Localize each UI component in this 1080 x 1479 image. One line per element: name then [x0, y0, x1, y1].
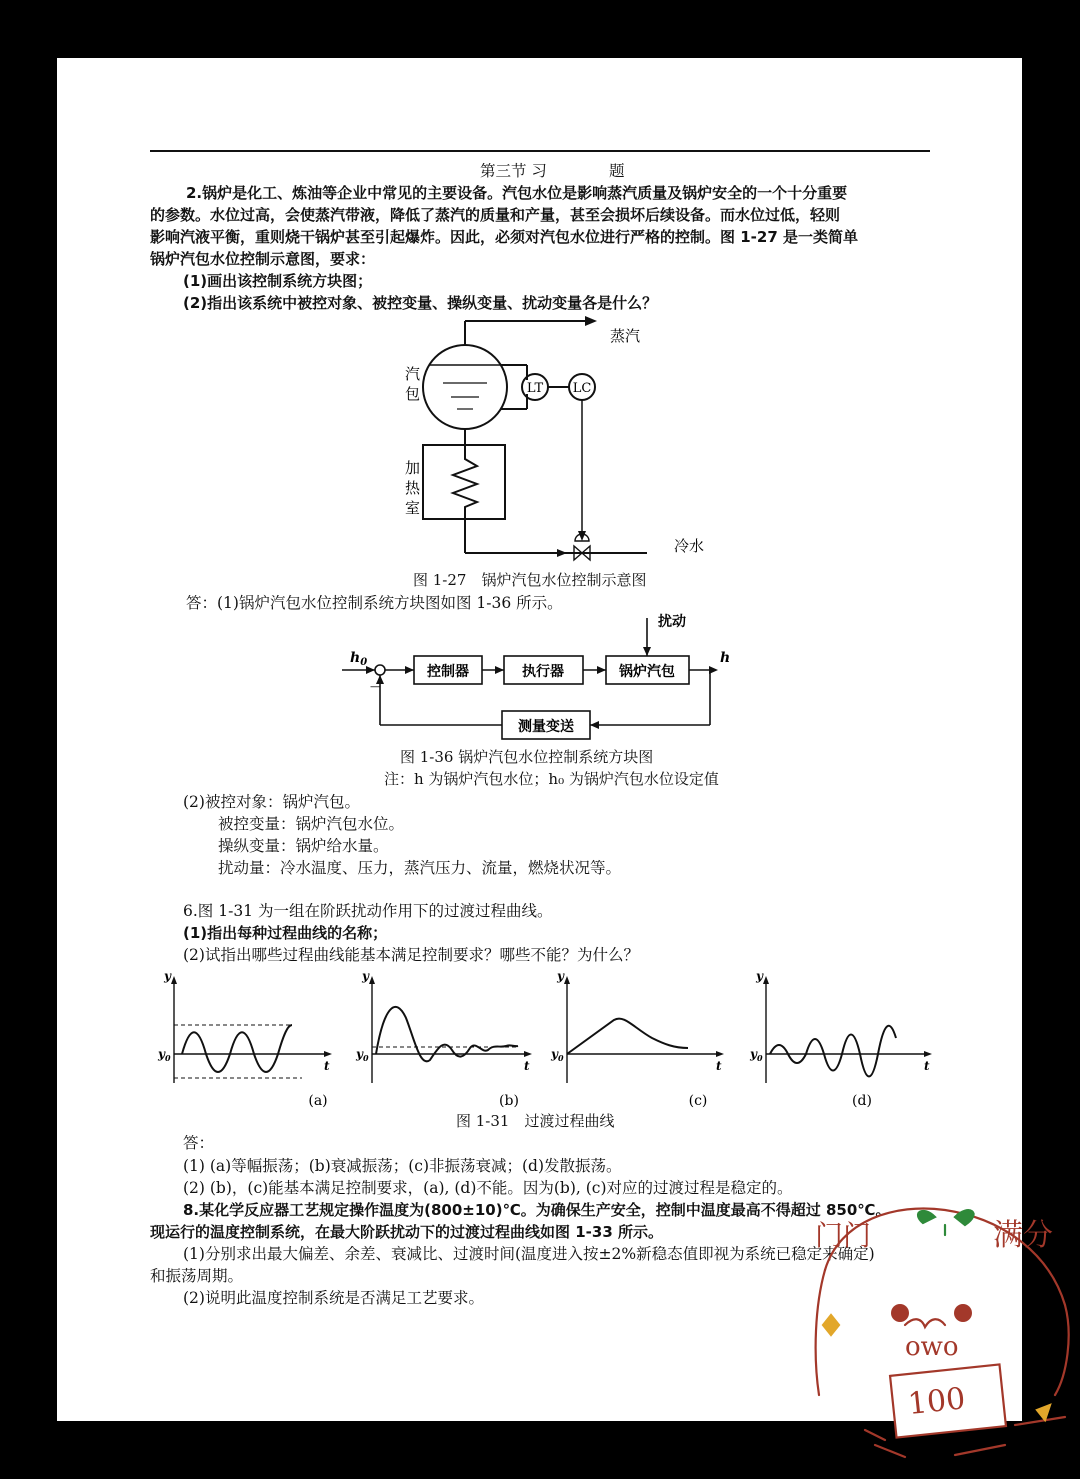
figure-1-31-caption: 图 1-31 过渡过程曲线 — [456, 1112, 615, 1130]
answer-6-line2: (2) (b)，(c)能基本满足控制要求，(a), (d)不能。因为(b), (c)对应的过渡过程是稳定的。 — [183, 1179, 793, 1197]
label-a: (a) — [308, 1093, 328, 1109]
axis-y0-c: $y_0$ — [551, 1047, 564, 1063]
lc-label: LC — [572, 381, 592, 396]
figure-1-31 — [152, 968, 952, 1108]
q2-req1: (1)画出该控制系统方块图； — [183, 272, 373, 290]
section-title: 第三节 习 题 — [480, 162, 625, 180]
q8-line3: (1)分别求出最大偏差、余差、衰减比、过渡时间(温度进入按±2%新稳态值即视为系统已稳定来确定) — [183, 1245, 875, 1263]
axis-y0-b: $y_0$ — [356, 1047, 369, 1063]
q2-line2: 的参数。水位过高，会使蒸汽带液，降低了蒸汽的质量和产量，甚至会损坏后续设备。而水位过低，轻则 — [150, 206, 841, 224]
axis-y0-d: $y_0$ — [750, 1047, 763, 1063]
curve-a — [182, 1025, 292, 1072]
output-label: h — [720, 650, 731, 666]
measure-label: 测量变送 — [518, 719, 574, 735]
drum-label-1: 汽 — [405, 365, 421, 383]
header-rule — [150, 150, 930, 152]
q6-line3: (2)试指出哪些过程曲线能基本满足控制要求？哪些不能？为什么？ — [183, 946, 639, 964]
axis-y-a: y — [164, 969, 171, 983]
answer-2-p3: 操纵变量：锅炉给水量。 — [218, 837, 389, 855]
sticker-face: owo — [905, 1332, 959, 1362]
figure-1-36-caption: 图 1-36 锅炉汽包水位控制系统方块图 — [400, 748, 654, 766]
curve-c — [567, 1019, 688, 1054]
figure-1-27 — [387, 313, 707, 563]
q8-line1: 8.某化学反应器工艺规定操作温度为(800±10)℃。为确保生产安全，控制中温度最高不得超过 850℃。 — [183, 1201, 891, 1219]
curve-b — [376, 1007, 518, 1061]
q2-line4: 锅炉汽包水位控制示意图，要求： — [150, 250, 376, 268]
axis-y-b: y — [362, 969, 369, 983]
heat-label-3: 室 — [405, 499, 421, 517]
heating-coil — [453, 445, 477, 519]
steam-drum — [423, 345, 507, 429]
curve-d — [770, 1026, 896, 1077]
axis-t-b: t — [524, 1059, 530, 1073]
answer-6-label: 答： — [183, 1134, 215, 1152]
score-sticker — [805, 1195, 1080, 1479]
q2-req2: (2)指出该系统中被控对象、被控变量、操纵变量、扰动变量各是什么？ — [183, 294, 658, 312]
label-c: (c) — [688, 1093, 708, 1109]
axis-t-c: t — [716, 1059, 722, 1073]
q2-line1: 2.锅炉是化工、炼油等企业中常见的主要设备。汽包水位是影响蒸汽质量及锅炉安全的一个十分重要 — [186, 184, 848, 202]
q8-line2: 现运行的温度控制系统，在最大阶跃扰动下的过渡过程曲线如图 1-33 所示。 — [150, 1223, 663, 1241]
actuator-label: 执行器 — [522, 664, 564, 680]
setpoint-label: $h_0$ — [350, 650, 368, 668]
q6-line2: (1)指出每种过程曲线的名称； — [183, 924, 388, 942]
axis-y0-a: $y_0$ — [158, 1047, 171, 1063]
heat-label-2: 热 — [405, 479, 421, 497]
controller-label: 控制器 — [427, 664, 469, 680]
steam-label: 蒸汽 — [609, 327, 641, 345]
sticker-score: 100 — [906, 1381, 967, 1423]
sticker-text-2: 满分 — [993, 1218, 1053, 1253]
lt-label: LT — [526, 381, 544, 396]
axis-t-d: t — [924, 1059, 930, 1073]
figure-1-27-caption: 图 1-27 锅炉汽包水位控制示意图 — [413, 571, 647, 589]
figure-1-36 — [342, 613, 742, 753]
label-b: (b) — [499, 1093, 519, 1109]
cold-water-label: 冷水 — [673, 537, 705, 555]
answer-2-intro: 答：(1)锅炉汽包水位控制系统方块图如图 1-36 所示。 — [186, 594, 563, 612]
drum-block-label: 锅炉汽包 — [619, 664, 675, 680]
answer-2-p2: 被控变量：锅炉汽包水位。 — [218, 815, 405, 833]
q8-line5: (2)说明此温度控制系统是否满足工艺要求。 — [183, 1289, 484, 1307]
answer-6-line1: (1) (a)等幅振荡；(b)衰减振荡；(c)非振荡衰减；(d)发散振荡。 — [183, 1157, 622, 1175]
axis-y-c: y — [557, 969, 564, 983]
axis-t-a: t — [324, 1059, 330, 1073]
steam-arrow — [585, 316, 597, 326]
sticker-text-1: 门门 — [815, 1219, 872, 1252]
q6-line1: 6.图 1-31 为一组在阶跃扰动作用下的过渡过程曲线。 — [183, 902, 553, 920]
answer-2-p1: (2)被控对象：锅炉汽包。 — [183, 793, 360, 811]
summing-junction — [375, 665, 385, 675]
minus-sign: — — [370, 680, 381, 693]
q8-line4: 和振荡周期。 — [150, 1267, 244, 1285]
axis-y-d: y — [756, 969, 763, 983]
answer-2-p4: 扰动量：冷水温度、压力，蒸汽压力、流量，燃烧状况等。 — [218, 859, 622, 877]
figure-1-36-note: 注：h 为锅炉汽包水位；h₀ 为锅炉汽包水位设定值 — [384, 770, 719, 788]
disturbance-label: 扰动 — [658, 614, 686, 630]
signal-arrow — [578, 531, 586, 541]
drum-label-2: 包 — [405, 385, 421, 403]
heat-label-1: 加 — [405, 459, 421, 477]
q2-line3: 影响汽液平衡，重则烧干锅炉甚至引起爆炸。因此，必须对汽包水位进行严格的控制。图 1-27 是一类简单 — [150, 228, 858, 246]
cold-water-arrow — [557, 549, 567, 557]
label-d: (d) — [852, 1093, 872, 1109]
